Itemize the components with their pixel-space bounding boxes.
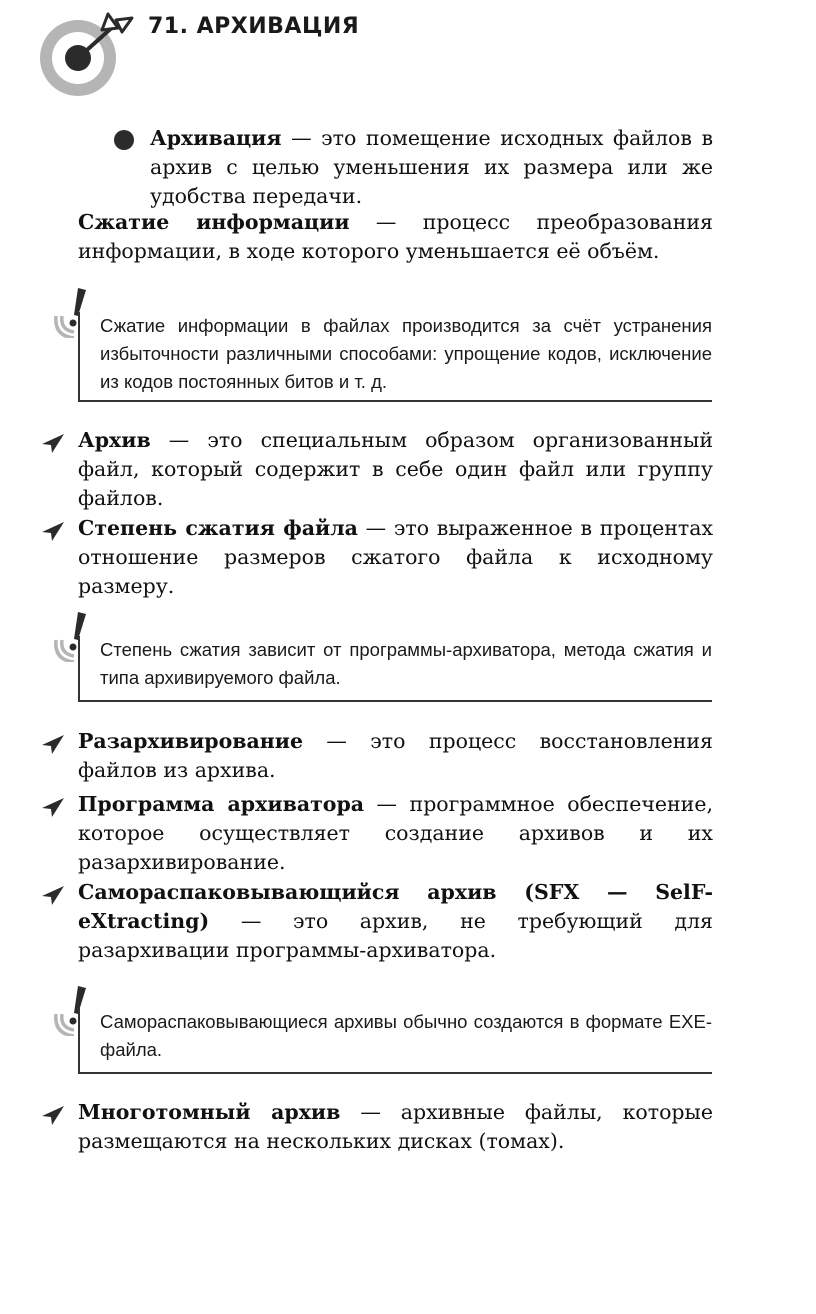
arrow-pointer-icon xyxy=(40,796,66,818)
arrow-pointer-icon xyxy=(40,432,66,454)
note-box xyxy=(78,312,712,402)
definition-text: — это специальным образом организованный файл, который содержит в себе один файл или группу файлов. xyxy=(78,428,713,510)
term: Разархивирование xyxy=(78,729,304,753)
definition-text: — это помещение исходных файлов в архив с целью уменьшения их размера или же удобства передачи. xyxy=(150,126,713,208)
definition-compression-ratio xyxy=(78,514,713,601)
definition-sfx-archive xyxy=(78,878,713,965)
definition-text: — это архив, не требующий для разархивации программы-архиватора. xyxy=(78,909,713,962)
definition-compression xyxy=(78,208,713,266)
target-dart-icon xyxy=(38,6,138,106)
arrow-pointer-icon xyxy=(40,884,66,906)
definition-archiver-program xyxy=(78,790,713,877)
note-text: Степень сжатия зависит от программы-архиватора, метода сжатия и типа архивируемого файла. xyxy=(100,639,712,688)
note-text: Самораспаковывающиеся архивы обычно создаются в формате EXE-файла. xyxy=(100,1011,712,1060)
definition-text: — программное обеспечение, которое осуществляет создание архивов и их разархивирование. xyxy=(78,792,713,874)
term: Программа архиватора xyxy=(78,792,365,816)
page-title: 71. АРХИВАЦИЯ xyxy=(148,14,360,39)
bullet-dot-icon xyxy=(114,130,134,150)
term: Степень сжатия файла xyxy=(78,516,358,540)
definition-unarchiving xyxy=(78,727,713,785)
definition-text: — процесс преобразования информации, в ходе которого уменьшается её объём. xyxy=(78,210,713,263)
definition-multivolume-archive xyxy=(78,1098,713,1156)
note-text: Сжатие информации в файлах производится за счёт устранения избыточности различными способами: упрощение кодов, исключение из кодов постоянных битов и т. д. xyxy=(100,315,712,392)
definition-text: — это выраженное в процентах отношение размеров сжатого файла к исходному размеру. xyxy=(78,516,714,598)
term: Сжатие информации xyxy=(78,210,350,234)
definition-archive xyxy=(78,426,713,513)
note-box xyxy=(78,636,712,702)
definition-text: — архивные файлы, которые размещаются на нескольких дисках (томах). xyxy=(78,1100,713,1153)
definition-archiving xyxy=(150,124,713,211)
term: Архив xyxy=(78,428,151,452)
arrow-pointer-icon xyxy=(40,520,66,542)
note-box xyxy=(78,1008,712,1074)
term: Архивация xyxy=(150,126,282,150)
definition-text: — это процесс восстановления файлов из архива. xyxy=(78,729,713,782)
term: Самораспаковывающийся архив (SFX — SelF-eXtracting) xyxy=(78,880,713,933)
arrow-pointer-icon xyxy=(40,733,66,755)
term: Многотомный архив xyxy=(78,1100,341,1124)
arrow-pointer-icon xyxy=(40,1104,66,1126)
